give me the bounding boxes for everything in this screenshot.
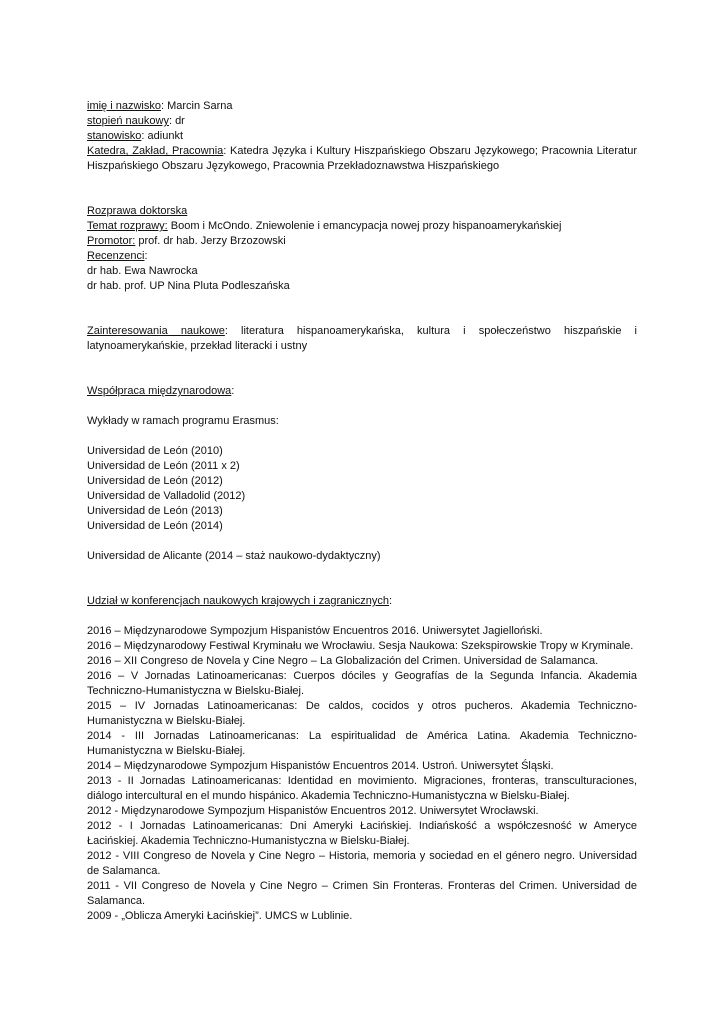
conference-item: 2016 – XII Congreso de Novela y Cine Negro – La Globalización del Crimen. Universidad de Salamanca. <box>87 655 599 667</box>
position-value: : adiunkt <box>141 130 184 142</box>
conference-item: 2011 - VII Congreso de Novela y Cine Negro – Crimen Sin Fronteras. Fronteras del Crimen. Universidad de Salamanca. <box>87 880 637 907</box>
thesis-topic-label: Temat rozprawy: <box>87 220 168 232</box>
spacer <box>87 354 637 384</box>
spacer <box>87 609 637 624</box>
conference-item: 2016 – V Jornadas Latinoamericanas: Cuerpos dóciles y Geografías de la Segunda Infancia. Akademia Techniczno-Humanistyczna w Bielsku-Białej. <box>87 670 637 697</box>
conference-item: 2013 - II Jornadas Latinoamericanas: Identidad en movimiento. Migraciones, fronteras, transculturaciones, diálogo intercultural en el mundo hispánico. Akademia Techniczno-Humanistyczna w Bielsku-Białej. <box>87 775 637 802</box>
thesis-heading <box>87 204 637 219</box>
spacer <box>87 294 637 324</box>
reviews-line <box>87 249 637 264</box>
name-value: : Marcin Sarna <box>160 100 233 112</box>
department-label: Katedra, Zakład, Pracownia <box>87 145 224 157</box>
cooperation-heading-text: Współpraca międzynarodowa <box>87 385 232 397</box>
interests-label: Zainteresowania naukowe <box>87 325 225 337</box>
erasmus-item: Universidad de León (2010) <box>87 445 223 457</box>
thesis-heading-text: Rozprawa doktorska <box>87 205 188 217</box>
erasmus-item: Universidad de León (2014) <box>87 520 223 532</box>
reviewer-item: dr hab. Ewa Nawrocka <box>87 265 198 277</box>
erasmus-item: Universidad de León (2011 x 2) <box>87 460 240 472</box>
spacer <box>87 399 637 414</box>
conferences-heading-text: Udział w konferencjach naukowych krajowych i zagranicznych <box>87 595 390 607</box>
conference-item: 2016 – Międzynarodowe Sympozjum Hispanistów Encuentros 2016. Uniwersytet Jagielloński. <box>87 625 543 637</box>
interests-value: : literatura hispanoamerykańska, kultura i społeczeństwo hiszpańskie i latynoamerykańskie, przekład literacki i ustny <box>87 325 637 352</box>
erasmus-item: Universidad de Valladolid (2012) <box>87 490 246 502</box>
spacer <box>87 564 637 594</box>
promotor-value: prof. dr hab. Jerzy Brzozowski <box>135 235 286 247</box>
promotor-line <box>87 234 637 249</box>
spacer <box>87 429 637 444</box>
conference-item: 2012 - I Jornadas Latinoamericanas: Dni Ameryki Łacińskiej. Indiańskość a współczesność w Ameryce Łacińskiej. Akademia Techniczno-Humanistyczna w Bielsku-Białej. <box>87 820 637 847</box>
cooperation-heading-colon: : <box>231 385 235 397</box>
thesis-topic-value: Boom i McOndo. Zniewolenie i emancypacja nowej prozy hispanoamerykańskiej <box>167 220 562 232</box>
cooperation-heading <box>87 384 637 399</box>
reviewer-item: dr hab. prof. UP Nina Pluta Podleszańska <box>87 280 290 292</box>
conferences-heading-colon: : <box>389 595 393 607</box>
conference-item: 2012 - VIII Congreso de Novela y Cine Negro – Historia, memoria y sociedad en el género negro. Universidad de Salamanca. <box>87 850 637 877</box>
interests-line <box>87 324 637 354</box>
conferences-heading <box>87 594 637 609</box>
reviews-colon: : <box>144 250 148 262</box>
thesis-topic-line <box>87 219 637 234</box>
spacer <box>87 174 637 204</box>
degree-value: : dr <box>168 115 185 127</box>
promotor-label: Promotor: <box>87 235 136 247</box>
internship-line: Universidad de Alicante (2014 – staż naukowo-dydaktyczny) <box>87 550 381 562</box>
spacer <box>87 534 637 549</box>
position-label: stanowisko <box>87 130 142 142</box>
erasmus-item: Universidad de León (2013) <box>87 505 223 517</box>
conference-item: 2015 – IV Jornadas Latinoamericanas: De caldos, cocidos y otros pucheros. Akademia Techniczno-Humanistyczna w Bielsku-Białej. <box>87 700 637 727</box>
conference-item: 2009 - „Oblicza Ameryki Łacińskiej”. UMCS w Lublinie. <box>87 910 353 922</box>
name-label: imię i nazwisko <box>87 100 161 112</box>
degree-label: stopień naukowy <box>87 115 169 127</box>
erasmus-intro: Wykłady w ramach programu Erasmus: <box>87 415 279 427</box>
reviews-label: Recenzenci <box>87 250 145 262</box>
position-line <box>87 129 637 144</box>
name-line <box>87 99 637 114</box>
conference-item: 2014 - III Jornadas Latinoamericanas: La espiritualidad de América Latina. Akademia Techniczno-Humanistyczna w Bielsku-Białej. <box>87 730 637 757</box>
conference-item: 2016 – Międzynarodowy Festiwal Kryminału we Wrocławiu. Sesja Naukowa: Szekspirowskie Tropy w Kryminale. <box>87 640 634 652</box>
document-page <box>87 99 637 924</box>
department-line <box>87 144 637 174</box>
erasmus-item: Universidad de León (2012) <box>87 475 223 487</box>
conference-item: 2012 - Międzynarodowe Sympozjum Hispanistów Encuentros 2012. Uniwersytet Wrocławski. <box>87 805 539 817</box>
conference-item: 2014 – Międzynarodowe Sympozjum Hispanistów Encuentros 2014. Ustroń. Uniwersytet Śląski. <box>87 760 554 772</box>
department-value: : Katedra Języka i Kultury Hiszpańskiego Obszaru Językowego; Pracownia Literatur Hiszpańskiego Obszaru Językowego, Pracownia Przekładoznawstwa Hiszpańskiego <box>87 145 637 172</box>
degree-line <box>87 114 637 129</box>
